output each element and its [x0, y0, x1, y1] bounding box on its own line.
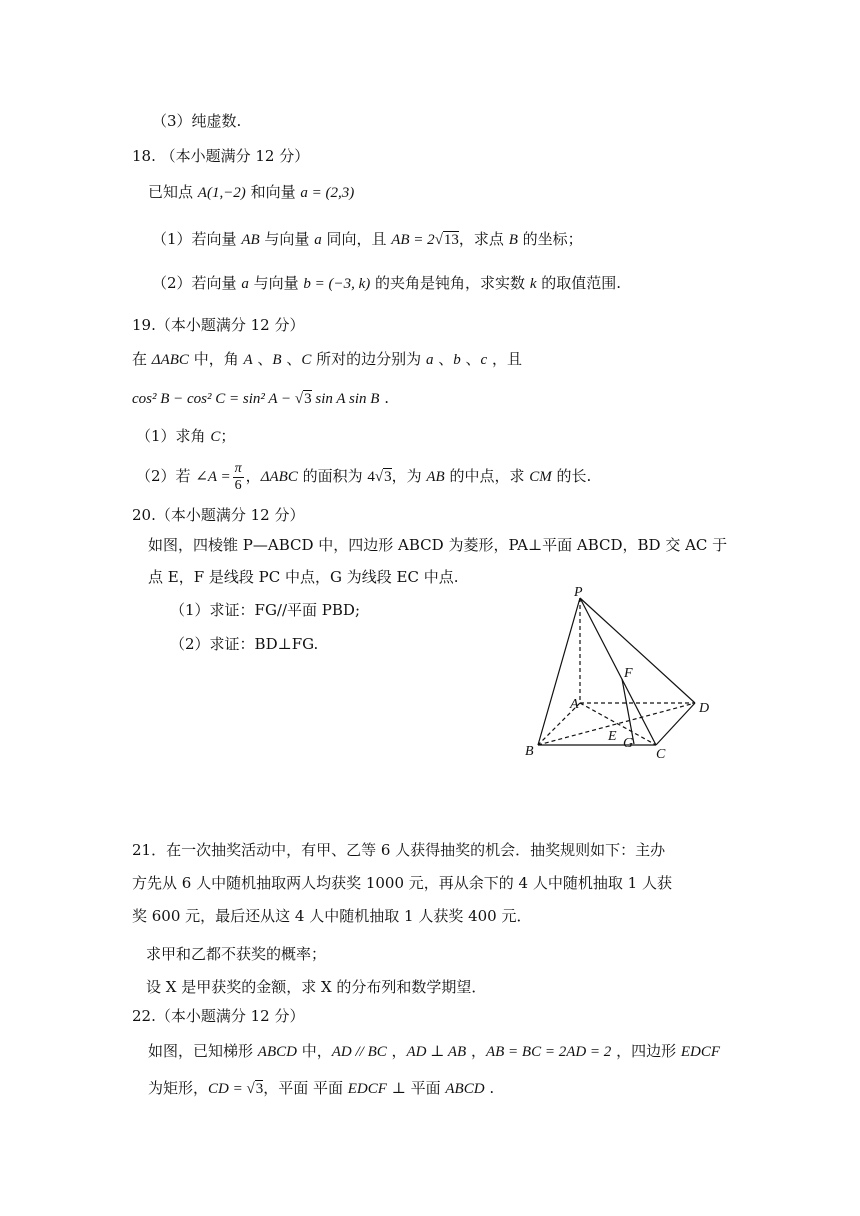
q21-line3: 奖 600 元，最后还从这 4 人中随机抽取 1 人获奖 400 元．	[132, 907, 532, 925]
edge-CD	[656, 703, 695, 745]
edge-PD	[580, 598, 695, 703]
edge-PB	[538, 598, 580, 745]
label-B: B	[525, 744, 534, 759]
edge-AC	[580, 703, 656, 745]
q20-part1: （1）求证：FG//平面 PBD;	[170, 601, 361, 619]
edge-BD	[538, 703, 695, 745]
q19-equation: cos² B − cos² C = sin² A − √3 sin A sin B .	[132, 389, 389, 407]
q20-part2: （2）求证：BD⊥FG.	[170, 635, 319, 653]
q18-part2: （2）若向量 a 与向量 b = (−3, k) 的夹角是钝角，求实数 k 的取值范围.	[152, 274, 622, 292]
q20-stem-line2: 点 E，F 是线段 PC 中点，G 为线段 EC 中点.	[148, 568, 459, 586]
q18-part1: （1）若向量 AB 与向量 a 同向，且 AB = 2√13，求点 B 的坐标；	[152, 230, 583, 248]
label-F: F	[624, 666, 633, 681]
q17-item3: （3）纯虚数.	[152, 112, 242, 130]
label-D: D	[699, 701, 710, 716]
label-A: A	[570, 697, 579, 712]
q18-header: 18. （本小题满分 12 分）	[132, 147, 310, 165]
q19-header: 19.（本小题满分 12 分）	[132, 316, 305, 334]
q20-header: 20.（本小题满分 12 分）	[132, 506, 305, 524]
q22-line1: 如图，已知梯形 ABCD 中，AD // BC ，AD ⊥ AB ，AB = BC = 2AD = 2 ，四边形 EDCF	[148, 1042, 721, 1060]
edge-AB	[538, 703, 580, 745]
pi-over-6-fraction: $\frac{\pi}{6}$	[234, 460, 242, 493]
q22-header: 22.（本小题满分 12 分）	[132, 1007, 305, 1025]
q19-part2: （2）若 ∠A = $\frac{\pi}{6}$ ，ΔABC 的面积为 4√3，为 AB 的中点，求 CM 的长.	[136, 460, 592, 493]
q22-line2: 为矩形，CD = √3，平面 平面 EDCF ⊥ 平面 ABCD .	[148, 1079, 495, 1097]
q21-question1: 求甲和乙都不获奖的概率；	[146, 945, 327, 963]
q21-question2: 设 X 是甲获奖的金额，求 X 的分布列和数学期望．	[146, 978, 487, 996]
q19-stem: 在 ΔABC 中，角 A 、B 、C 所对的边分别为 a 、b 、c ，且	[132, 350, 522, 368]
edge-PC	[580, 598, 656, 745]
q18-stem: 已知点 A(1,−2) 和向量 a = (2,3)	[148, 183, 355, 201]
label-G: G	[623, 736, 634, 751]
q19-part1: （1）求角 C；	[136, 427, 236, 445]
q21-line2: 方先从 6 人中随机抽取两人均获奖 1000 元，再从余下的 4 人中随机抽取 1 人获	[132, 874, 672, 892]
label-P: P	[574, 585, 583, 600]
q20-stem-line1: 如图，四棱锥 P—ABCD 中，四边形 ABCD 为菱形，PA⊥平面 ABCD，BD 交 AC 于	[148, 536, 728, 554]
edge-FG	[622, 679, 634, 744]
label-E: E	[608, 729, 617, 744]
label-C: C	[656, 747, 666, 762]
q21-line1: 21．在一次抽奖活动中，有甲、乙等 6 人获得抽奖的机会．抽奖规则如下：主办	[132, 841, 666, 859]
